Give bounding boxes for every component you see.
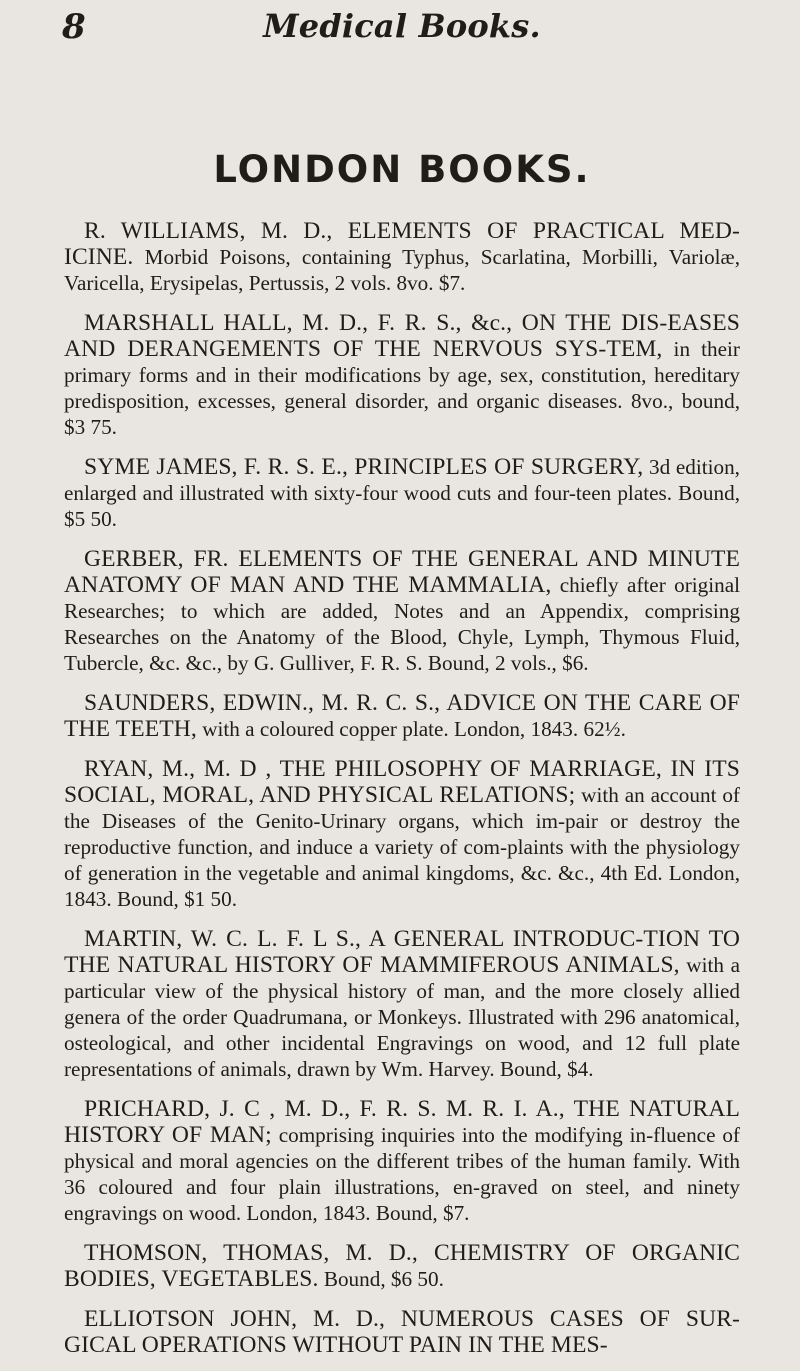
book-entry-ryan: [64, 756, 740, 912]
entry-author-title: GERBER, FR. ELEMENTS OF THE GENERAL AND MINUTE ANATOMY OF MAN AND THE MAMMALIA,: [64, 546, 740, 598]
entry-author-title: RYAN, M., M. D , THE PHILOSOPHY OF MARRIAGE, IN ITS SOCIAL, MORAL, AND PHYSICAL RELATIONS;: [64, 756, 740, 808]
book-entry-williams: [64, 218, 740, 296]
entry-description: with an account of the Diseases of the Genito-Urinary organs, which im-pair or destroy the reproductive function, and induce a variety of com-plaints with the physiology of generation in the vegetable and animal kingdoms, &c. &c., 4th Ed. London, 1843. Bound, $1 50.: [64, 783, 740, 911]
entry-author-title: THOMSON, THOMAS, M. D., CHEMISTRY OF ORGANIC BODIES, VEGETABLES.: [64, 1240, 740, 1292]
entry-description: Morbid Poisons, containing Typhus, Scarlatina, Morbilli, Variolæ, Varicella, Erysipelas, Pertussis, 2 vols. 8vo. $7.: [64, 245, 740, 295]
entry-description: with a particular view of the physical history of man, and the more closely allied genera of the order Quadrumana, or Monkeys. Illustrated with 296 anatomical, osteological, and other incidental Engravings on wood, and 12 full plate representations of animals, drawn by Wm. Harvey. Bound, $4.: [64, 953, 741, 1081]
entry-author-title: ELLIOTSON JOHN, M. D., NUMEROUS CASES OF SUR-GICAL OPERATIONS WITHOUT PAIN IN THE MES-: [64, 1306, 740, 1358]
book-entry-prichard: [64, 1096, 740, 1226]
entry-author-title: MARTIN, W. C. L. F. L S., A GENERAL INTRODUC-TION TO THE NATURAL HISTORY OF MAMMIFEROUS ANIMALS,: [64, 926, 740, 978]
entry-description: 3d edition, enlarged and illustrated with sixty-four wood cuts and four-teen plates. Bound, $5 50.: [64, 455, 740, 531]
entry-description: with a coloured copper plate. London, 1843. 62½.: [196, 717, 626, 741]
book-list: [64, 218, 740, 1358]
entry-description: chiefly after original Researches; to which are added, Notes and an Appendix, comprising Researches on the Anatomy of the Blood, Chyle, Lymph, Thymous Fluid, Tubercle, &c. &c., by G. Gulliver, F. R. S. Bound, 2 vols., $6.: [64, 573, 741, 675]
entry-author-title: SYME JAMES, F. R. S. E., PRINCIPLES OF SURGERY,: [84, 454, 644, 480]
book-entry-saunders: [64, 690, 740, 742]
entry-description: comprising inquiries into the modifying in-fluence of physical and moral agencies on the different tribes of the human family. With 36 coloured and four plain illustrations, en-graved on steel, and ninety engravings on wood. London, 1843. Bound, $7.: [64, 1123, 740, 1225]
page-number: 8: [62, 7, 86, 47]
entry-description: in their primary forms and in their modifications by age, sex, constitution, hereditary predisposition, excesses, general disorder, and organic diseases. 8vo., bound, $3 75.: [64, 337, 740, 439]
book-entry-martin: [64, 926, 740, 1082]
running-title: Medical Books.: [263, 7, 541, 45]
entry-description: Bound, $6 50.: [318, 1267, 444, 1291]
book-entry-elliotson: [64, 1306, 740, 1358]
entry-author-title: MARSHALL HALL, M. D., F. R. S., &c., ON THE DIS-EASES AND DERANGEMENTS OF THE NERVOUS SYS-TEM,: [64, 310, 740, 362]
entry-author-title: SAUNDERS, EDWIN., M. R. C. S., ADVICE ON THE CARE OF THE TEETH,: [64, 690, 740, 742]
entry-author-title: R. WILLIAMS, M. D., ELEMENTS OF PRACTICAL MED-ICINE.: [64, 218, 740, 270]
book-entry-syme: [64, 454, 740, 532]
section-heading: LONDON BOOKS.: [213, 148, 591, 191]
running-head: [62, 7, 740, 70]
book-entry-thomson: [64, 1240, 740, 1292]
book-entry-gerber: [64, 546, 740, 676]
entry-author-title: PRICHARD, J. C , M. D., F. R. S. M. R. I. A., THE NATURAL HISTORY OF MAN;: [64, 1096, 740, 1148]
book-entry-hall: [64, 310, 740, 440]
